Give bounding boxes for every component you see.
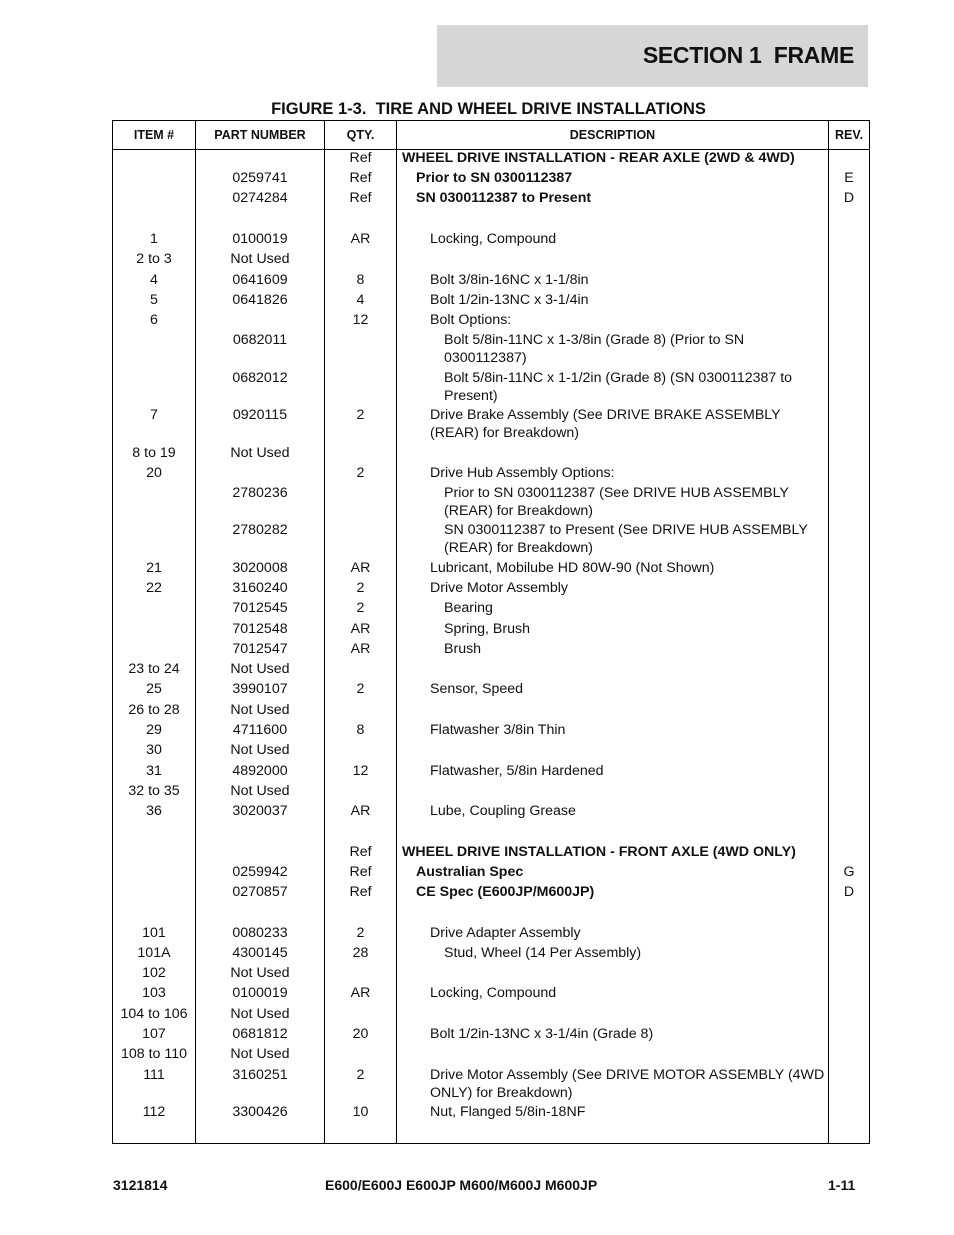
description-cell: Drive Hub Assembly Options: <box>430 465 615 481</box>
item-number-cell: 4 <box>150 272 158 288</box>
item-number-cell: 8 to 19 <box>132 445 176 461</box>
item-number-cell: 23 to 24 <box>128 661 180 677</box>
description-cell: Drive Motor Assembly (See DRIVE MOTOR ASSEMBLY (4WD ONLY) for Breakdown) <box>430 1067 825 1101</box>
part-number-cell: 4892000 <box>232 763 288 779</box>
description-cell: CE Spec (E600JP/M600JP) <box>416 884 595 900</box>
part-number-cell: 3020037 <box>232 803 288 819</box>
description-cell: Lube, Coupling Grease <box>430 803 576 819</box>
item-number-cell: 32 to 35 <box>128 783 180 799</box>
quantity-cell: 28 <box>352 945 369 961</box>
quantity-cell: 2 <box>356 407 365 423</box>
description-cell: Lubricant, Mobilube HD 80W-90 (Not Shown) <box>430 560 715 576</box>
item-number-cell: 112 <box>142 1104 166 1120</box>
quantity-cell: 12 <box>352 312 369 328</box>
item-number-cell: 26 to 28 <box>128 702 180 718</box>
description-cell: Bolt 1/2in-13NC x 3-1/4in <box>430 292 589 308</box>
description-cell: SN 0300112387 to Present <box>416 190 592 206</box>
quantity-cell: 12 <box>352 763 369 779</box>
footer-doc-number: 3121814 <box>113 1177 168 1193</box>
quantity-cell: AR <box>350 641 371 657</box>
item-number-cell: 104 to 106 <box>120 1006 188 1022</box>
part-number-cell: 0270857 <box>232 884 288 900</box>
part-number-cell: 0682011 <box>232 332 288 348</box>
description-cell: Drive Brake Assembly (See DRIVE BRAKE ASSEMBLY (REAR) for Breakdown) <box>430 407 781 441</box>
part-number-cell: 4711600 <box>232 722 288 738</box>
footer-page-number: 1-11 <box>828 1177 856 1193</box>
description-cell: Spring, Brush <box>444 621 530 637</box>
part-number-cell: 3300426 <box>232 1104 288 1120</box>
description-cell: Nut, Flanged 5/8in-18NF <box>430 1104 586 1120</box>
quantity-cell: AR <box>350 560 371 576</box>
quantity-cell: 2 <box>356 925 365 941</box>
item-number-cell: 108 to 110 <box>120 1046 187 1062</box>
quantity-cell: Ref <box>349 864 372 880</box>
item-number-cell: 2 to 3 <box>136 251 172 267</box>
description-cell: Flatwasher 3/8in Thin <box>430 722 566 738</box>
part-number-cell: 2780236 <box>232 485 288 501</box>
part-number-cell: 7012547 <box>232 641 288 657</box>
parts-table <box>112 120 870 1144</box>
quantity-cell: AR <box>350 231 371 247</box>
description-cell: Bolt 1/2in-13NC x 3-1/4in (Grade 8) <box>430 1026 654 1042</box>
description-cell: Sensor, Speed <box>430 681 524 697</box>
item-number-cell: 102 <box>142 965 166 981</box>
item-number-cell: 101 <box>142 925 166 941</box>
item-number-cell: 7 <box>150 407 158 423</box>
item-number-cell: 36 <box>146 803 162 819</box>
column-header-item: ITEM # <box>133 128 175 142</box>
part-number-cell: 4300145 <box>232 945 288 961</box>
item-number-cell: 111 <box>143 1067 165 1083</box>
part-number-cell: 2780282 <box>232 522 288 538</box>
part-number-cell: 0259741 <box>232 170 288 186</box>
column-header-description: DESCRIPTION <box>569 128 656 142</box>
part-number-cell: 3160240 <box>232 580 288 596</box>
description-cell: Drive Adapter Assembly <box>430 925 581 941</box>
description-cell: Bolt 3/8in-16NC x 1-1/8in <box>430 272 589 288</box>
revision-cell: E <box>844 170 854 186</box>
part-number-cell: 3160251 <box>232 1067 288 1083</box>
quantity-cell: 2 <box>356 580 365 596</box>
part-number-cell: 0641826 <box>232 292 288 308</box>
item-number-cell: 31 <box>146 763 162 779</box>
part-number-cell: Not Used <box>230 661 290 677</box>
footer-models: E600/E600J E600JP M600/M600J M600JP <box>325 1177 598 1193</box>
quantity-cell: 2 <box>356 1067 365 1083</box>
item-number-cell: 21 <box>146 560 162 576</box>
revision-cell: D <box>843 190 855 206</box>
description-cell: WHEEL DRIVE INSTALLATION - FRONT AXLE (4WD ONLY) <box>402 844 796 860</box>
description-cell: Brush <box>444 641 482 657</box>
description-cell: Bolt 5/8in-11NC x 1-3/8in (Grade 8) (Prior to SN 0300112387) <box>444 332 745 366</box>
part-number-cell: Not Used <box>230 742 290 758</box>
item-number-cell: 107 <box>142 1026 166 1042</box>
part-number-cell: Not Used <box>230 445 290 461</box>
column-divider <box>828 121 829 1143</box>
description-cell: Prior to SN 0300112387 <box>416 170 573 186</box>
description-cell: Drive Motor Assembly <box>430 580 568 596</box>
item-number-cell: 103 <box>142 985 166 1001</box>
part-number-cell: 0641609 <box>232 272 288 288</box>
part-number-cell: 0681812 <box>232 1026 288 1042</box>
item-number-cell: 25 <box>146 681 162 697</box>
part-number-cell: 0682012 <box>232 370 288 386</box>
quantity-cell: 8 <box>356 272 365 288</box>
part-number-cell: 7012545 <box>232 600 288 616</box>
revision-cell: G <box>843 864 855 880</box>
quantity-cell: AR <box>350 803 371 819</box>
description-cell: Australian Spec <box>416 864 524 880</box>
column-header-part-number: PART NUMBER <box>214 128 306 142</box>
quantity-cell: 2 <box>356 681 365 697</box>
item-number-cell: 20 <box>146 465 162 481</box>
part-number-cell: 7012548 <box>232 621 288 637</box>
quantity-cell: 2 <box>356 600 365 616</box>
revision-cell: D <box>843 884 855 900</box>
description-cell: Bolt Options: <box>430 312 512 328</box>
section-title: SECTION 1 FRAME <box>642 42 854 68</box>
part-number-cell: 0080233 <box>232 925 288 941</box>
description-cell: Flatwasher, 5/8in Hardened <box>430 763 604 779</box>
part-number-cell: Not Used <box>230 1006 290 1022</box>
part-number-cell: 0100019 <box>232 985 288 1001</box>
part-number-cell: 3020008 <box>232 560 288 576</box>
description-cell: Locking, Compound <box>430 231 557 247</box>
section-header <box>437 25 868 87</box>
description-cell: WHEEL DRIVE INSTALLATION - REAR AXLE (2WD & 4WD) <box>402 150 795 166</box>
part-number-cell: Not Used <box>230 783 290 799</box>
item-number-cell: 30 <box>146 742 162 758</box>
figure-title: FIGURE 1-3. TIRE AND WHEEL DRIVE INSTALLATIONS <box>271 100 706 118</box>
part-number-cell: Not Used <box>230 251 290 267</box>
item-number-cell: 5 <box>150 292 158 308</box>
description-cell: Stud, Wheel (14 Per Assembly) <box>444 945 642 961</box>
quantity-cell: Ref <box>349 884 372 900</box>
part-number-cell: Not Used <box>230 702 290 718</box>
part-number-cell: 3990107 <box>232 681 288 697</box>
part-number-cell: 0259942 <box>232 864 288 880</box>
column-divider <box>396 121 397 1143</box>
item-number-cell: 22 <box>146 580 162 596</box>
item-number-cell: 29 <box>146 722 162 738</box>
quantity-cell: Ref <box>349 150 372 166</box>
part-number-cell: 0100019 <box>232 231 288 247</box>
quantity-cell: 2 <box>356 465 365 481</box>
description-cell: Bolt 5/8in-11NC x 1-1/2in (Grade 8) (SN 0300112387 to Present) <box>444 370 793 404</box>
quantity-cell: Ref <box>349 170 372 186</box>
quantity-cell: 4 <box>356 292 365 308</box>
part-number-cell: 0920115 <box>232 407 288 423</box>
item-number-cell: 101A <box>137 945 171 961</box>
column-header-qty: QTY. <box>346 128 375 142</box>
part-number-cell: Not Used <box>230 1046 290 1062</box>
quantity-cell: 8 <box>356 722 365 738</box>
column-header-rev: REV. <box>834 128 864 142</box>
item-number-cell: 6 <box>150 312 158 328</box>
description-cell: SN 0300112387 to Present (See DRIVE HUB ASSEMBLY (REAR) for Breakdown) <box>444 522 808 556</box>
description-cell: Bearing <box>444 600 493 616</box>
part-number-cell: Not Used <box>230 965 290 981</box>
quantity-cell: Ref <box>349 190 372 206</box>
quantity-cell: 20 <box>352 1026 369 1042</box>
quantity-cell: Ref <box>349 844 372 860</box>
description-cell: Locking, Compound <box>430 985 557 1001</box>
quantity-cell: AR <box>350 985 371 1001</box>
quantity-cell: 10 <box>352 1104 369 1120</box>
description-cell: Prior to SN 0300112387 (See DRIVE HUB ASSEMBLY (REAR) for Breakdown) <box>444 485 789 519</box>
quantity-cell: AR <box>350 621 371 637</box>
item-number-cell: 1 <box>150 231 158 247</box>
part-number-cell: 0274284 <box>232 190 288 206</box>
